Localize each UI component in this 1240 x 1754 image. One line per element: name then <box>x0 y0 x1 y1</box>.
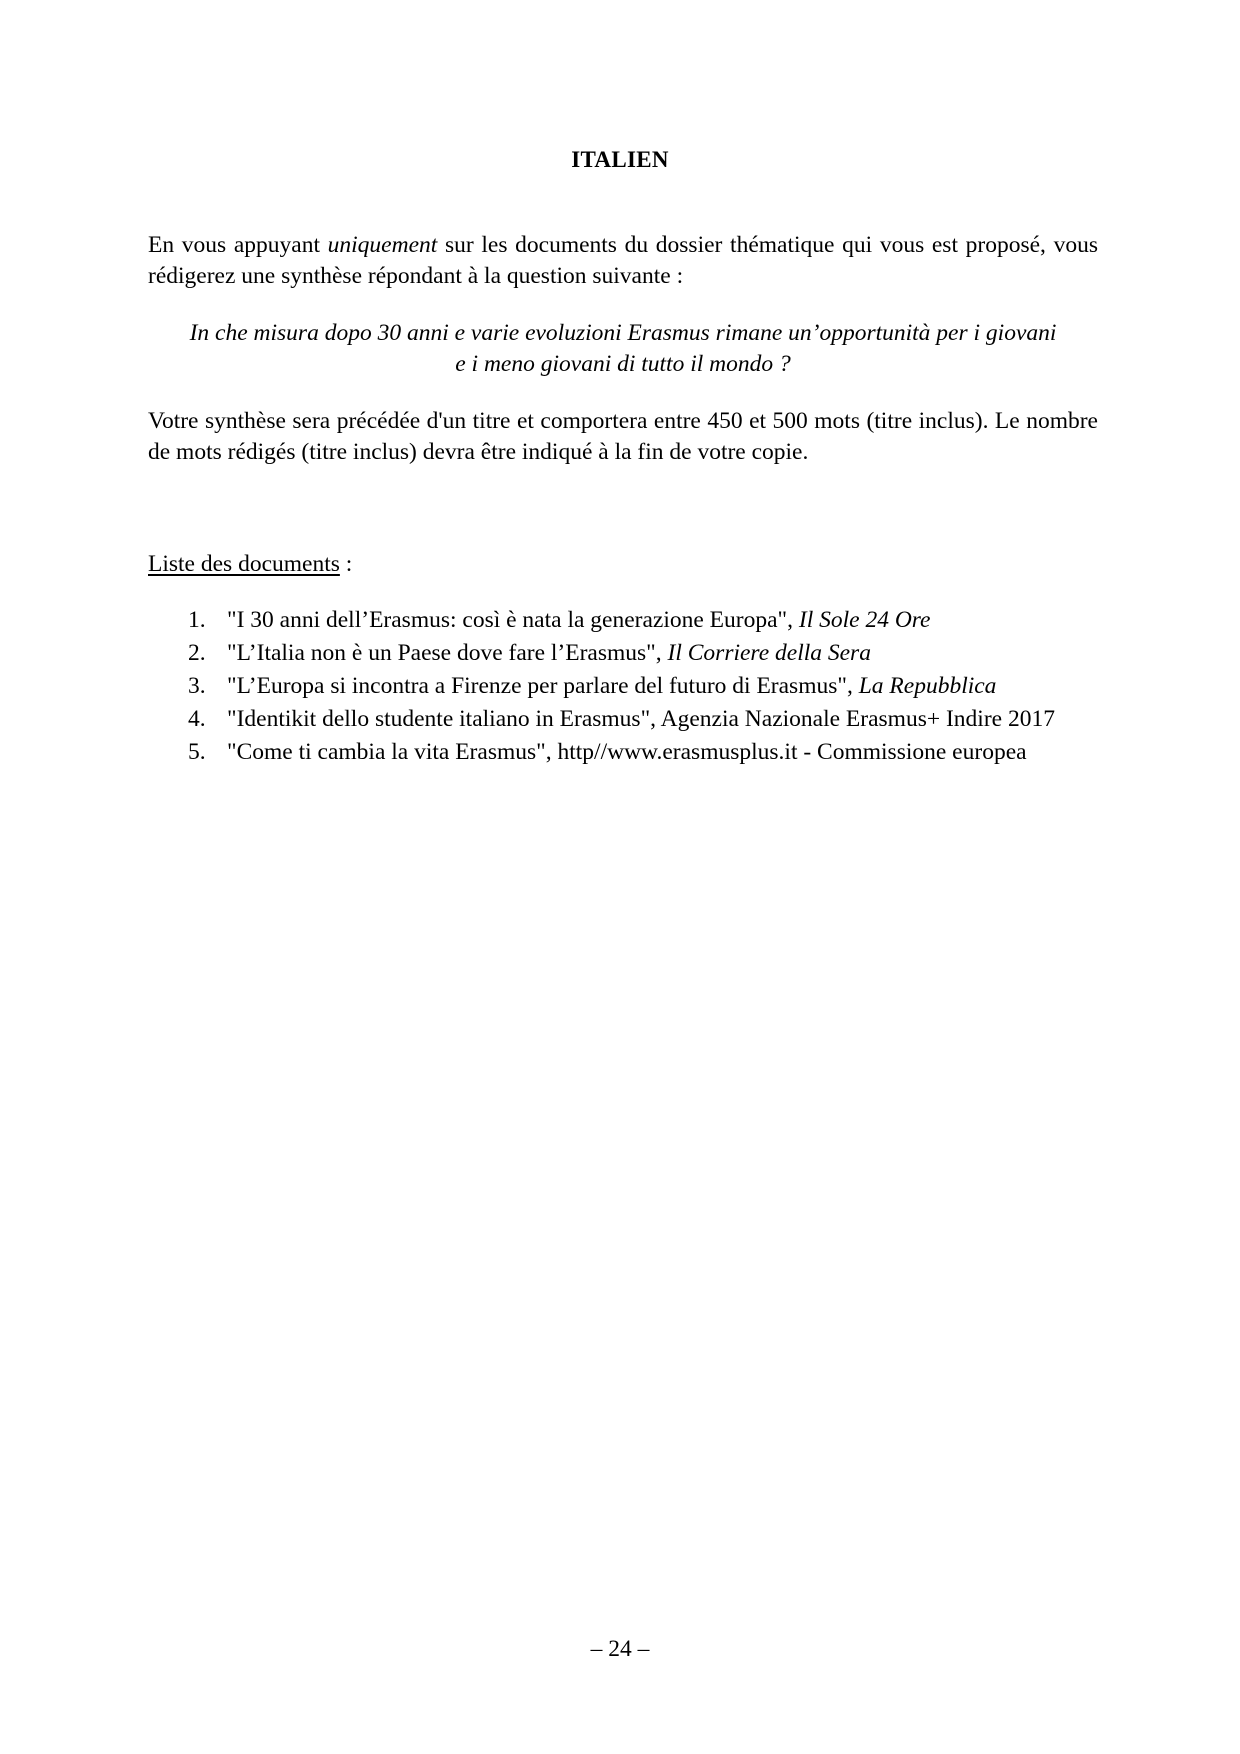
list-item-number: 3. <box>188 673 206 699</box>
list-item-title: "Identikit dello studente italiano in Erasmus", Agenzia Nazionale Erasmus+ Indire 2017 <box>227 706 1055 732</box>
list-item-number: 2. <box>188 640 206 666</box>
document-list <box>148 604 1098 769</box>
list-item <box>148 736 1098 769</box>
page-number: – 24 – <box>590 1636 650 1662</box>
list-item-source: Il Corriere della Sera <box>667 640 871 666</box>
instructions-paragraph: Votre synthèse sera précédée d'un titre et comportera entre 450 et 500 mots (titre inclus). Le nombre de mots rédigés (titre inclus) devra être indiqué à la fin de votre copie. <box>148 408 1098 465</box>
intro-emphasis: uniquement <box>327 232 438 258</box>
document-list-heading <box>148 549 352 580</box>
intro-text-after: sur les documents du dossier thématique qui vous est proposé, vous rédigerez une synthèse répondant à la question suivante : <box>148 232 1098 289</box>
list-item-title: "I 30 anni dell’Erasmus: così è nata la generazione Europa", <box>227 607 799 633</box>
list-item-source: La Repubblica <box>858 673 997 699</box>
list-item <box>148 670 1098 703</box>
list-item-title: "L’Europa si incontra a Firenze per parlare del futuro di Erasmus", <box>227 673 859 699</box>
synthesis-question <box>148 318 1098 380</box>
list-item <box>148 637 1098 670</box>
intro-text-before: En vous appuyant <box>148 232 328 258</box>
list-item-source: Il Sole 24 Ore <box>798 607 931 633</box>
list-item-number: 5. <box>188 739 206 765</box>
document-list-heading-label: Liste des documents <box>148 551 340 577</box>
document-list-heading-colon: : <box>339 551 353 577</box>
intro-paragraph <box>148 230 1098 292</box>
list-item-number: 1. <box>188 607 206 633</box>
list-item <box>148 703 1098 736</box>
list-item-number: 4. <box>188 706 206 732</box>
list-item-title: "L’Italia non è un Paese dove fare l’Erasmus", <box>227 640 668 666</box>
list-item-title: "Come ti cambia la vita Erasmus", http//www.erasmusplus.it - Commissione europea <box>227 739 1027 765</box>
question-line-1: In che misura dopo 30 anni e varie evoluzioni Erasmus rimane un’opportunità per i giovani <box>189 320 1057 346</box>
list-item <box>148 604 1098 637</box>
page-title: ITALIEN <box>571 147 669 172</box>
question-line-2: e i meno giovani di tutto il mondo ? <box>455 351 791 377</box>
